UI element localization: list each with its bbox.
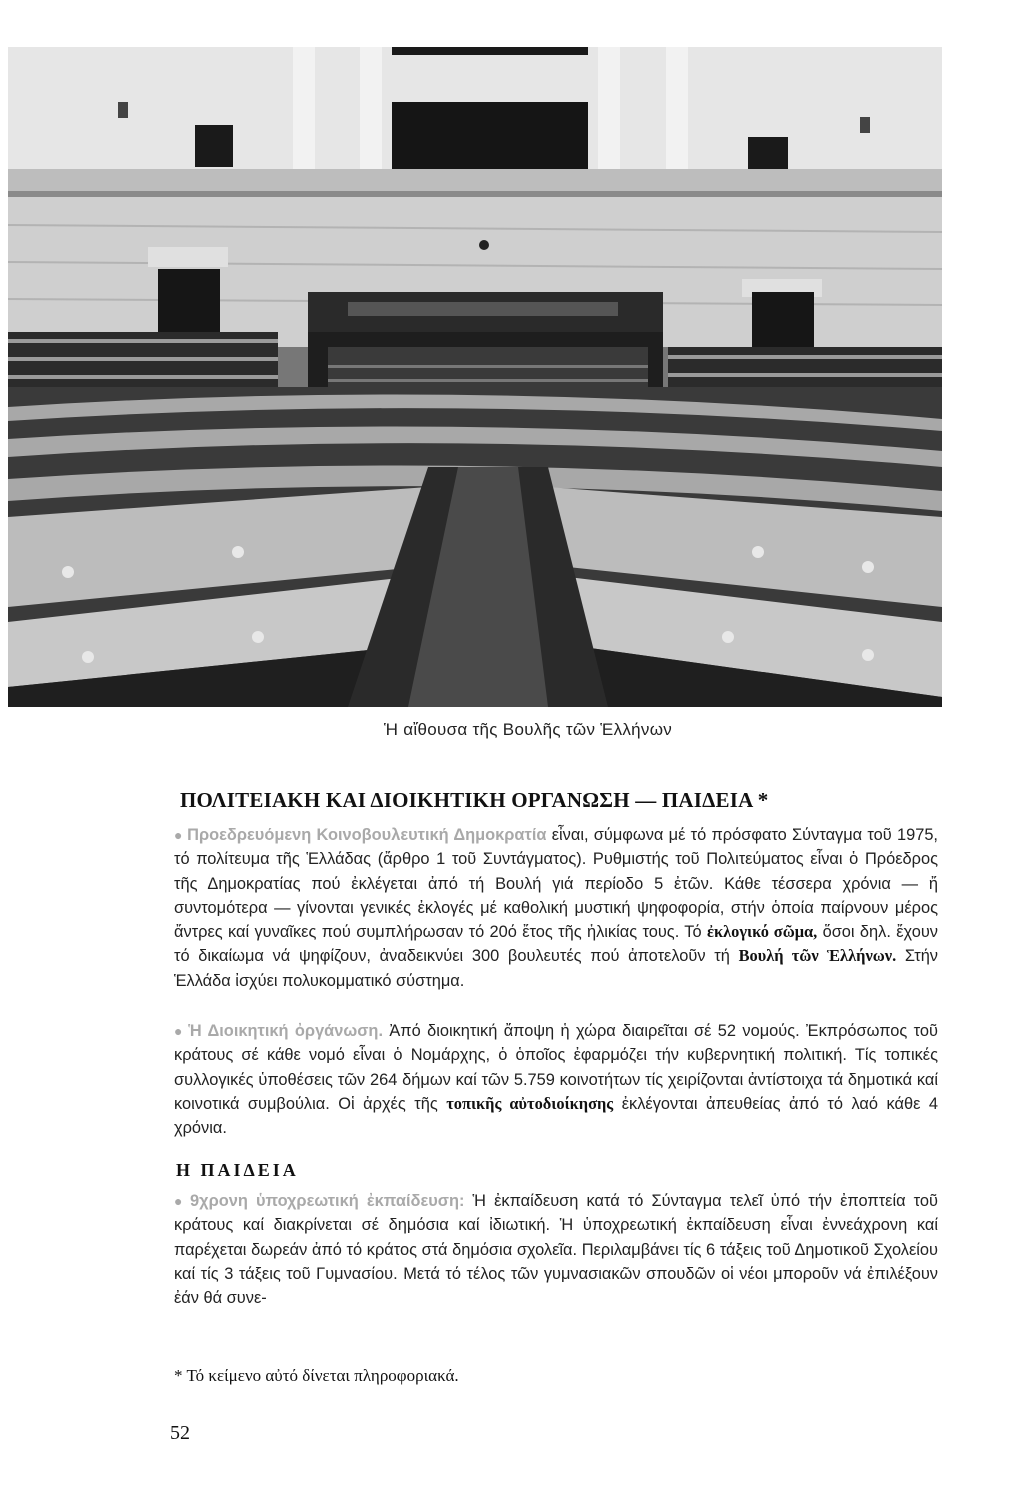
bold-term: Βουλή τῶν Ἑλλήνων. <box>738 946 897 966</box>
paragraph-text: Ἡ ἐκπαίδευση κατά τό Σύνταγμα τελεῖ ὑπό τήν ἐποπτεία τοῦ κράτους καί διακρίνεται σέ δημόσια καί ἰδιωτική. Ἡ ὑποχρεωτική ἐκπαίδευση εἶναι ἐννεάχρονη καί παρέχεται δωρεάν ἀπό τό κράτος στά δημόσια σχολεῖα. Περιλαμβάνει τίς 6 τάξεις τοῦ Δημοτικοῦ Σχολείου καί τίς 3 τάξεις τοῦ Γυμνασίου. Μετά τό τέλος τῶν γυμνασιακῶν σπουδῶν οἱ νέοι μποροῦν νά ἐπιλέξουν ἐάν θά συνε- <box>174 1192 938 1308</box>
paragraph-text: εἶναι, σύμφωνα μέ τό πρόσφατο Σύνταγμα τοῦ 1975, τό πολίτευμα τῆς Ἑλλάδας (ἄρθρο 1 τοῦ Συντάγματος). Ρυθμιστής τοῦ Πολιτεύματος εἶναι ὁ Πρόεδρος τῆς Δημοκρατίας πού ἐκλέγεται ἀπό τή Βουλή γιά περίοδο 5 ἐτῶν. Κάθε τέσσερα χρόνια — ἤ συντομότερα — γίνονται γενικές ἐκλογές μέ καθολική μυστική ψηφοφορία, στήν ὁποία παίρνουν μέρος ἄντρες καί γυναῖκες πού συμπλήρωσαν τό 20ό ἔτος τῆς ἡλικίας τους. Τό <box>174 826 938 942</box>
parliament-chamber-photo <box>8 47 942 707</box>
paragraph-lead: Ἡ Διοικητική ὀργάνωση. <box>188 1022 383 1040</box>
section-heading: ΠΟΛΙΤΕΙΑΚΗ ΚΑΙ ΔΙΟΙΚΗΤΙΚΗ ΟΡΓΑΝΩΣΗ — ΠΑΙΔΕΙΑ * <box>180 788 769 812</box>
paragraph-text: Ἀπό διοικητική ἄποψη ἡ χώρα διαιρεῖται σέ 52 νομούς. Ἐκπρόσωπος τοῦ κράτους σέ κάθε νομό εἶναι ὁ Νομάρχης, ὁ ὁποῖος ἐφαρμόζει τήν κυβερνητική πολιτική. Τίς τοπικές συλλογικές ὑποθέσεις τῶν 264 δήμων καί τῶν 5.759 κοινοτήτων τίς χειρίζονται ἀντίστοιχα τά δημοτικά καί κοινοτικά συμβούλια. Οἱ ἀρχές τῆς <box>174 1022 938 1113</box>
paragraph-lead: Προεδρευόμενη Κοινοβουλευτική Δημοκρατία <box>187 826 547 844</box>
photo-caption: Ἡ αἴθουσα τῆς Βουλῆς τῶν Ἑλλήνων <box>384 720 673 739</box>
paragraph-text: ὅσοι δηλ. ἔχουν τό δικαίωμα νά ψηφίζουν, ἀναδεικνύει 300 βουλευτές πού ἀποτελοῦν τή <box>174 923 938 966</box>
subheading-education: Η ΠΑΙΔΕΙΑ <box>176 1160 299 1180</box>
bullet-icon: ● <box>174 827 184 843</box>
bullet-icon: ● <box>174 1193 187 1209</box>
bold-term: τοπικῆς αὐτοδιοίκησης <box>446 1093 614 1113</box>
footnote: * Τό κείμενο αὐτό δίνεται πληροφοριακά. <box>174 1366 459 1385</box>
bold-term: ἐκλογικό σῶμα, <box>706 922 818 942</box>
paragraph-administration <box>174 1019 938 1140</box>
paragraph-text: ἐκλέγονται ἀπευθείας ἀπό τό λαό κάθε 4 χρόνια. <box>174 1094 939 1138</box>
page-number: 52 <box>170 1422 190 1444</box>
bullet-icon: ● <box>174 1023 185 1039</box>
paragraph-text: Στήν Ἑλλάδα ἰσχύει πολυκομματικό σύστημα. <box>174 947 939 990</box>
paragraph-political-system <box>174 823 938 993</box>
paragraph-education <box>174 1189 938 1310</box>
paragraph-lead: 9χρονη ὑποχρεωτική ἐκπαίδευση: <box>190 1192 465 1210</box>
